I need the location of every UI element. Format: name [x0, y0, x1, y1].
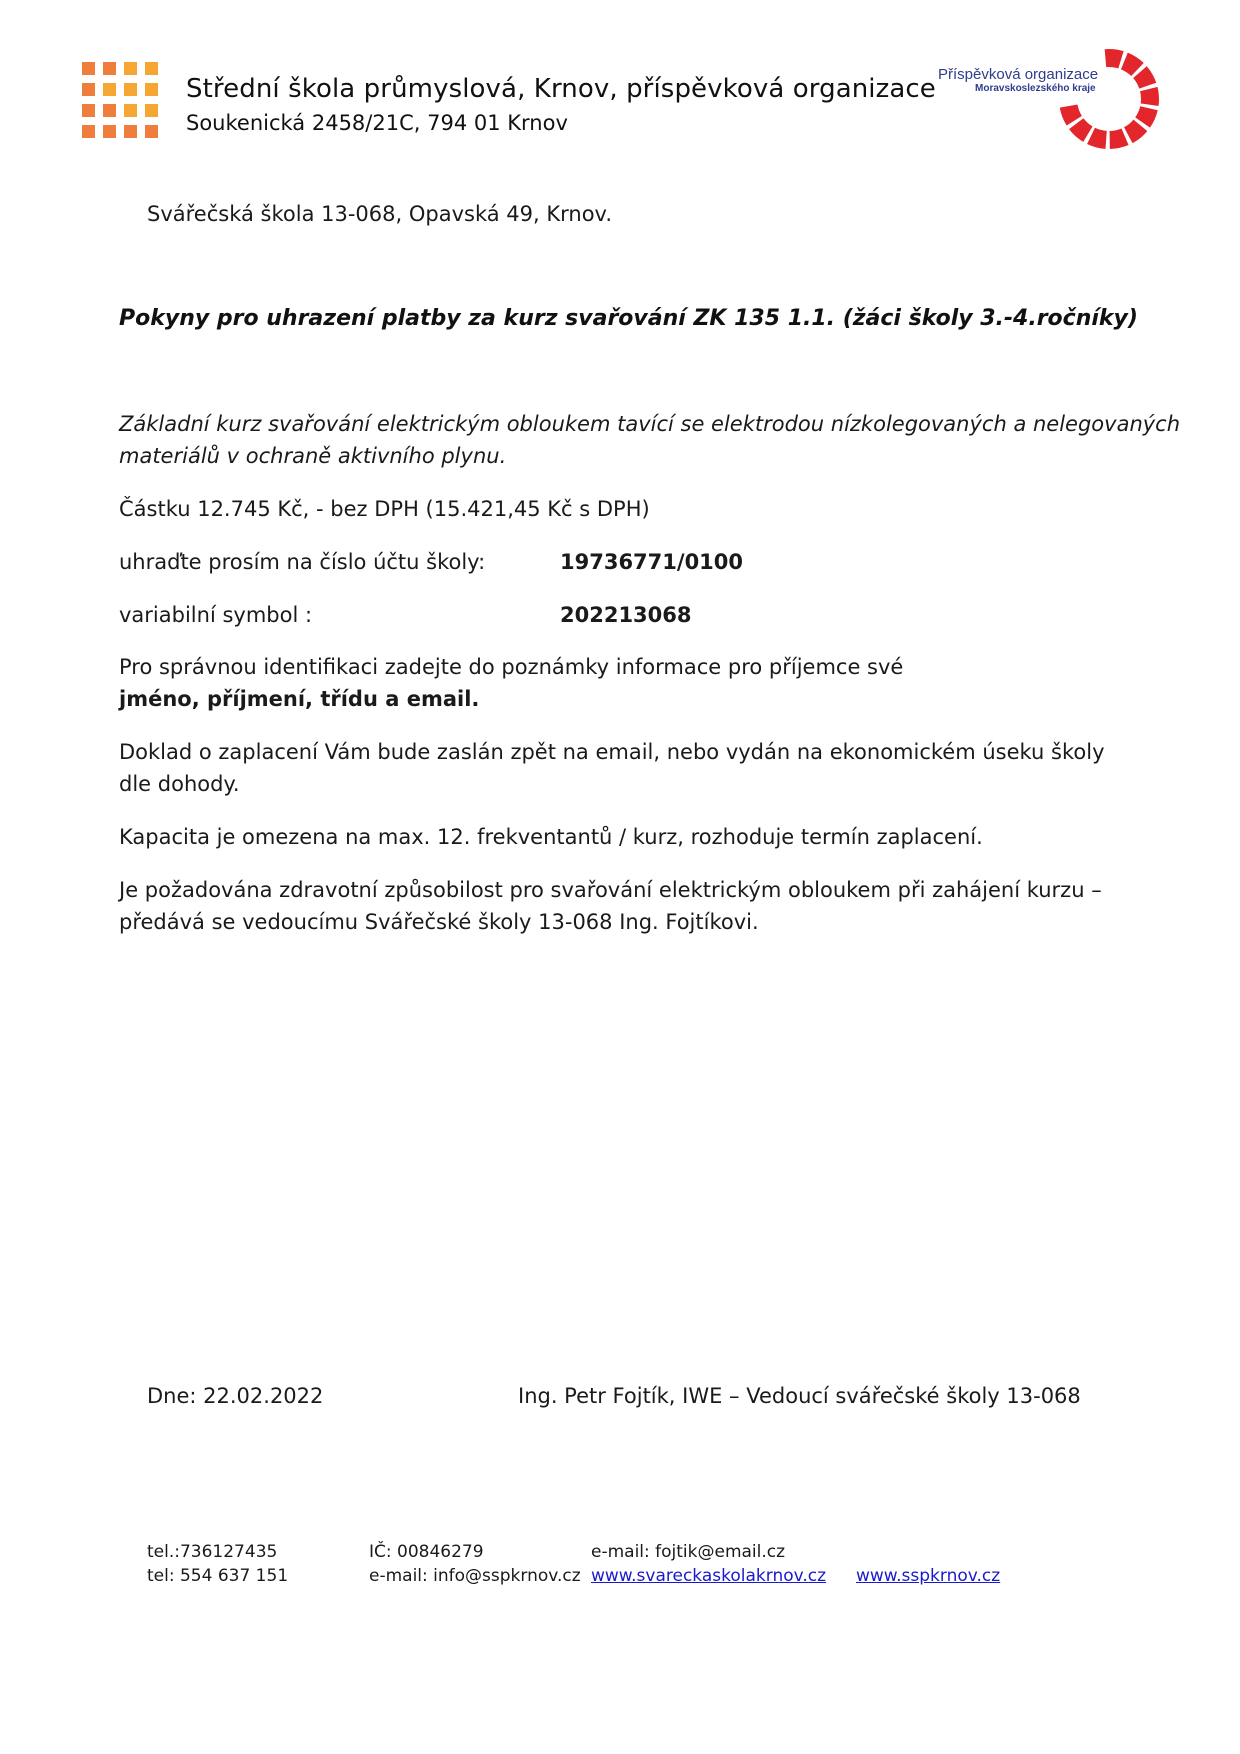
logo-square [82, 62, 95, 75]
logo-square [82, 83, 95, 96]
ring-segment [1069, 118, 1092, 142]
ring-segment [1110, 128, 1129, 149]
footer-ic: IČ: 00846279 [369, 1542, 484, 1562]
amount-text: Částku 12.745 Kč, - bez DPH (15.421,45 Kč s DPH) [119, 497, 650, 521]
footer-link-sspkrnov[interactable]: www.sspkrnov.cz [856, 1566, 1001, 1586]
school-logo-grid [82, 62, 168, 148]
footer-tel-1: tel.:736127435 [147, 1542, 278, 1562]
capacity-text: Kapacita je omezena na max. 12. frekventantů / kurz, rozhoduje termín zaplacení. [119, 825, 983, 849]
footer-link-svareckaskola[interactable]: www.svareckaskolakrnov.cz [591, 1566, 827, 1586]
logo-square [103, 125, 116, 138]
account-label: uhraďte prosím na číslo účtu školy: [119, 550, 486, 574]
footer-tel-2: tel: 554 637 151 [147, 1566, 289, 1586]
logo-square [124, 104, 137, 117]
logo-square [103, 83, 116, 96]
logo-square [82, 104, 95, 117]
identification-line-2: jméno, příjmení, třídu a email. [119, 687, 480, 711]
logo-square [124, 83, 137, 96]
school-name: Střední škola průmyslová, Krnov, příspěvková organizace [186, 74, 936, 104]
receipt-line-2: dle dohody. [119, 772, 240, 796]
document-title: Pokyny pro uhrazení platby za kurz svařování ZK 135 1.1. (žáci školy 3.-4.ročníky) [119, 306, 1138, 331]
ring-segment [1087, 128, 1107, 149]
health-line-2: předává se vedoucímu Svářečské školy 13-068 Ing. Fojtíkovi. [119, 910, 759, 934]
logo-square [103, 62, 116, 75]
logo-square [145, 62, 158, 75]
account-number: 19736771/0100 [560, 550, 744, 574]
footer-email-fojtik: e-mail: fojtik@email.cz [591, 1542, 786, 1562]
ring-segment [1105, 49, 1124, 68]
badge-label: Příspěvková organizace [938, 66, 1099, 83]
signature-line: Ing. Petr Fojtík, IWE – Vedoucí svářečské školy 13-068 [518, 1384, 1081, 1408]
school-address: Soukenická 2458/21C, 794 01 Krnov [186, 111, 568, 135]
variable-symbol-label: variabilní symbol : [119, 603, 313, 627]
document-date: Dne: 22.02.2022 [147, 1384, 324, 1408]
logo-square [82, 125, 95, 138]
subheading: Svářečská škola 13-068, Opavská 49, Krnov. [147, 202, 613, 226]
course-description-line-2: materiálů v ochraně aktivního plynu. [119, 444, 507, 468]
logo-square [145, 83, 158, 96]
health-line-1: Je požadována zdravotní způsobilost pro svařování elektrickým obloukem při zahájení kurzu – [119, 878, 1102, 902]
logo-square [103, 104, 116, 117]
badge-sublabel: Moravskoslezského kraje [975, 83, 1096, 94]
logo-square [124, 62, 137, 75]
logo-square [145, 104, 158, 117]
region-ring-logo [1056, 46, 1162, 152]
logo-square [124, 125, 137, 138]
variable-symbol-value: 202213068 [560, 603, 692, 627]
footer-email-info: e-mail: info@sspkrnov.cz [369, 1566, 581, 1586]
ring-segment [1140, 87, 1159, 106]
logo-square [145, 125, 158, 138]
course-description-line-1: Základní kurz svařování elektrickým obloukem tavící se elektrodou nízkolegovaných a nelegovaných [119, 412, 1181, 436]
receipt-line-1: Doklad o zaplacení Vám bude zaslán zpět na email, nebo vydán na ekonomickém úseku školy [119, 740, 1105, 764]
identification-line-1: Pro správnou identifikaci zadejte do poznámky informace pro příjemce své [119, 655, 904, 679]
